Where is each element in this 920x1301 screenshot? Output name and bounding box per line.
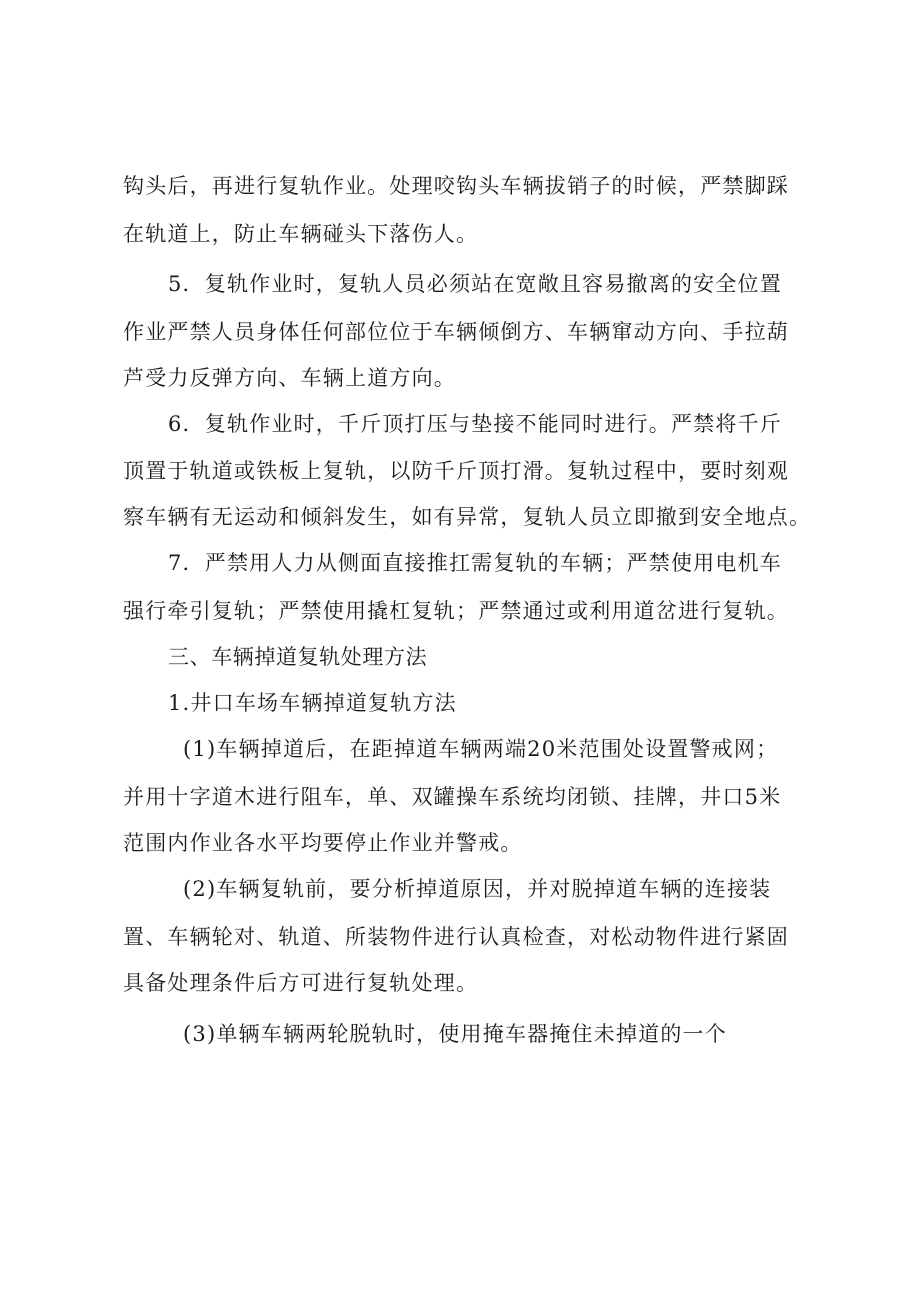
item-6-line-1: 6．复轨作业时，千斤顶打压与垫接不能同时进行。严禁将千斤 [168, 412, 782, 436]
subsection-1-title: 1.井口车场车辆掉道复轨方法 [168, 691, 457, 715]
item-6-line-3: 察车辆有无运动和倾斜发生，如有异常，复轨人员立即撤到安全地点。 [123, 505, 812, 529]
item-2-line-3: 具备处理条件后方可进行复轨处理。 [123, 971, 479, 995]
item-1-line-3: 范围内作业各水平均要停止作业并警戒。 [123, 831, 523, 855]
item-7-line-1: 7．严禁用人力从侧面直接推扛需复轨的车辆；严禁使用电机车 [168, 551, 782, 575]
item-3-line-1: (3)单辆车辆两轮脱轨时，使用掩车器掩住未掉道的一个 [183, 1022, 727, 1046]
item-5-line-3: 芦受力反弹方向、车辆上道方向。 [123, 366, 456, 390]
item-7-line-2: 强行牵引复轨；严禁使用撬杠复轨；严禁通过或利用道岔进行复轨。 [123, 599, 789, 623]
item-2-line-1: (2)车辆复轨前，要分析掉道原因，并对脱掉道车辆的连接装 [183, 877, 772, 901]
item-5-line-2: 作业严禁人员身体任何部位位于车辆倾倒方、车辆窜动方向、手拉葫 [123, 320, 789, 344]
item-2-line-2: 置、车辆轮对、轨道、所装物件进行认真检查，对松动物件进行紧固 [123, 925, 789, 949]
item-5-line-1: 5．复轨作业时，复轨人员必须站在宽敞且容易撤离的安全位置 [168, 272, 782, 296]
paragraph-4-line-2: 在轨道上，防止车辆碰头下落伤人。 [123, 222, 479, 246]
section-heading: 三、车辆掉道复轨处理方法 [168, 645, 428, 669]
paragraph-4-line-1: 钩头后，再进行复轨作业。处理咬钩头车辆拔销子的时候，严禁脚踩 [123, 174, 789, 198]
item-1-line-1: (1)车辆掉道后，在距掉道车辆两端20米范围处设置警戒网； [183, 737, 779, 761]
item-6-line-2: 顶置于轨道或铁板上复轨，以防千斤顶打滑。复轨过程中，要时刻观 [123, 459, 789, 483]
item-1-line-2: 并用十字道木进行阻车，单、双罐操车系统均闭锁、挂牌，井口5米 [123, 785, 782, 809]
